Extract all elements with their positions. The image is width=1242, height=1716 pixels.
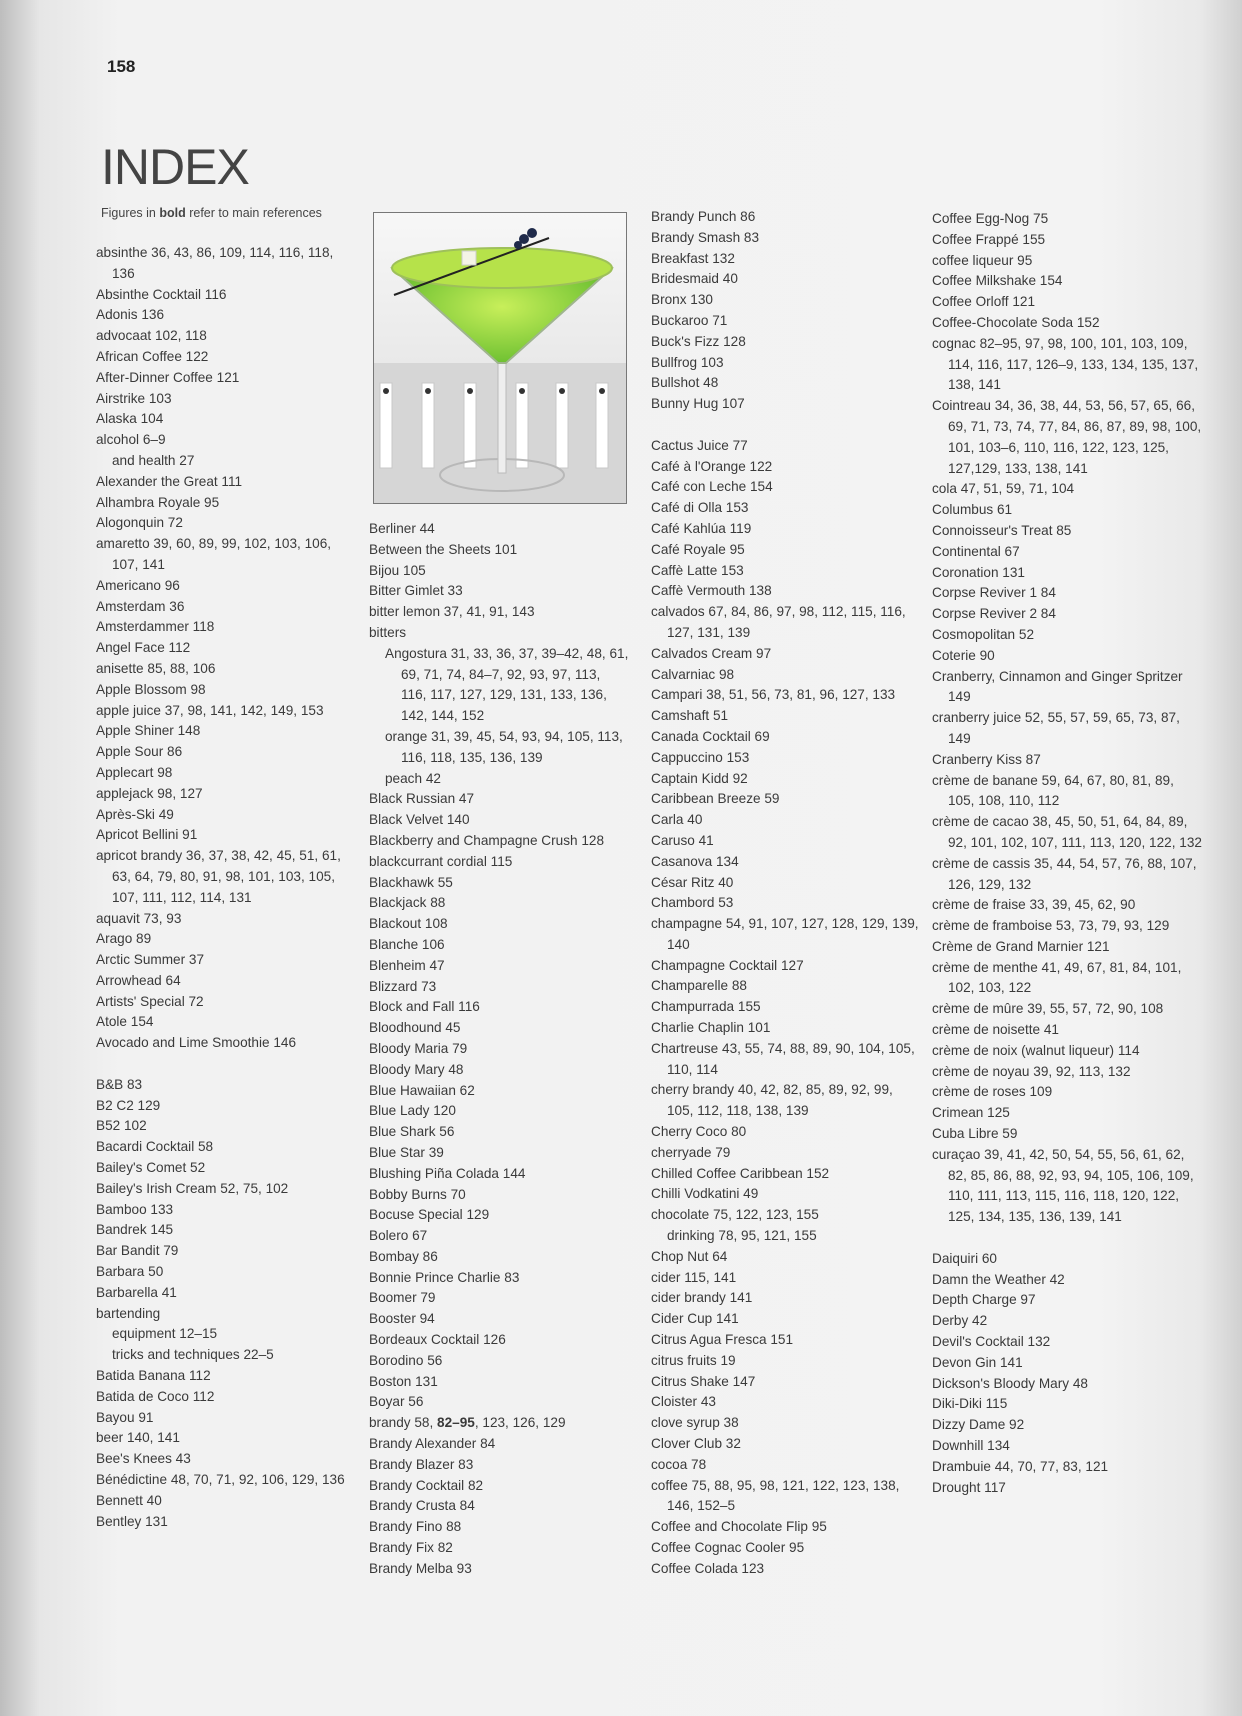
index-entry: beer 140, 141 [96,1430,180,1446]
index-entry: curaçao 39, 41, 42, 50, 54, 55, 56, 61, 62, 82, 85, 86, 88, 92, 93, 94, 105, 106, 109, 110, 111, 113, 115, 116, 118, 120, 122, 125, 134, 135, 136, 139, 141 [932,1146,1194,1225]
index-entry: Bitter Gimlet 33 [369,583,463,599]
index-letter-gap [651,415,921,436]
index-entry: bitter lemon 37, 41, 91, 143 [369,604,535,620]
index-entry: Brandy Punch 86 [651,209,756,224]
index-entry: Dizzy Dame 92 [932,1417,1025,1433]
index-entry: Champurrada 155 [651,999,761,1015]
index-entry: Blue Hawaiian 62 [369,1082,475,1098]
index-entry: African Coffee 122 [96,348,209,364]
index-entry: Brandy Cocktail 82 [369,1477,484,1493]
index-entry: Cranberry, Cinnamon and Ginger Spritzer 149 [932,668,1183,705]
index-entry: Coterie 90 [932,647,995,663]
index-entry: Citrus Shake 147 [651,1373,756,1389]
index-entry: Campari 38, 51, 56, 73, 81, 96, 127, 133 [651,687,896,703]
index-entry: Buckaroo 71 [651,312,728,328]
index-entry: Chilli Vodkatini 49 [651,1186,759,1202]
index-entry: Blue Lady 120 [369,1103,456,1119]
index-entry: Brandy Blazer 83 [369,1456,474,1472]
index-entry: Brandy Crusta 84 [369,1498,475,1514]
index-entry: cocoa 78 [651,1456,707,1472]
index-entry: Blackhawk 55 [369,874,453,890]
index-column-2 [369,519,629,1580]
index-entry: Blizzard 73 [369,978,437,994]
index-entry: Champagne Cocktail 127 [651,957,804,973]
index-entry: Drought 117 [932,1479,1006,1495]
index-entry: Bar Bandit 79 [96,1243,179,1259]
index-entry: citrus fruits 19 [651,1352,736,1368]
index-entry: Artists' Special 72 [96,993,204,1009]
index-entry: Brandy Smash 83 [651,229,760,245]
index-entry: cognac 82–95, 97, 98, 100, 101, 103, 109, 114, 116, 117, 126–9, 133, 134, 135, 137, 138, 141 [932,335,1199,393]
index-subentry: equipment 12–15 [112,1326,218,1342]
index-entry: Coffee Colada 123 [651,1560,765,1576]
index-entry: Cappuccino 153 [651,749,750,765]
index-entry: Cactus Juice 77 [651,437,748,453]
index-entry: Airstrike 103 [96,390,172,406]
index-entry: Boyar 56 [369,1394,424,1410]
index-entry: Calvados Cream 97 [651,645,772,661]
index-entry: crème de menthe 41, 49, 67, 81, 84, 101, 102, 103, 122 [932,959,1182,996]
index-entry: Bordeaux Cocktail 126 [369,1332,506,1348]
intro-bold: bold [159,206,186,220]
index-entry: Bayou 91 [96,1409,154,1425]
index-entry: Bandrek 145 [96,1222,174,1238]
index-entry: Apricot Bellini 91 [96,827,198,843]
index-entry: B&B 83 [96,1076,143,1092]
index-entry: Buck's Fizz 128 [651,333,746,349]
index-entry: crème de cassis 35, 44, 54, 57, 76, 88, 107, 126, 129, 132 [932,855,1197,892]
index-entry: Diki-Diki 115 [932,1396,1008,1412]
index-entry: Cuba Libre 59 [932,1126,1018,1142]
index-entry: Coffee-Chocolate Soda 152 [932,314,1100,330]
index-entry: applejack 98, 127 [96,785,203,801]
index-entry: Amsterdammer 118 [96,619,215,635]
index-title: INDEX [101,139,249,195]
index-entry: Devon Gin 141 [932,1354,1023,1370]
page-number: 158 [107,57,136,76]
index-entry: Coronation 131 [932,564,1025,580]
index-entry: Bunny Hug 107 [651,396,745,412]
index-entry: clove syrup 38 [651,1415,739,1431]
index-entry: Damn the Weather 42 [932,1271,1065,1287]
index-entry: chocolate 75, 122, 123, 155 [651,1207,819,1223]
index-entry: Blue Shark 56 [369,1124,455,1140]
index-entry: Clover Club 32 [651,1436,741,1452]
index-entry: Captain Kidd 92 [651,770,748,786]
index-entry: cherryade 79 [651,1144,731,1160]
index-entry: Brandy Melba 93 [369,1560,472,1576]
index-entry: Bronx 130 [651,292,713,308]
index-entry: Derby 42 [932,1313,988,1329]
index-entry: Blackberry and Champagne Crush 128 [369,832,605,848]
index-entry: Depth Charge 97 [932,1292,1036,1308]
index-entry: Citrus Agua Fresca 151 [651,1332,794,1348]
index-entry: crème de noyau 39, 92, 113, 132 [932,1063,1131,1079]
index-entry: Bullshot 48 [651,375,719,391]
index-entry: Chambord 53 [651,895,734,911]
index-entry: Caruso 41 [651,832,714,848]
index-entry: Continental 67 [932,543,1020,559]
index-entry: Champarelle 88 [651,978,747,994]
index-entry: Bloody Maria 79 [369,1040,468,1056]
index-entry: Coffee and Chocolate Flip 95 [651,1519,827,1535]
index-entry: calvados 67, 84, 86, 97, 98, 112, 115, 116, 127, 131, 139 [651,604,906,640]
index-entry: Calvarniac 98 [651,666,735,682]
index-entry: Blushing Piña Colada 144 [369,1165,526,1181]
index-column-4 [932,209,1202,1498]
index-entry: cranberry juice 52, 55, 57, 59, 65, 73, 87, 149 [932,710,1180,746]
index-entry: Cloister 43 [651,1394,716,1410]
index-entry: Breakfast 132 [651,250,735,266]
index-entry: Blanche 106 [369,936,445,952]
index-entry: Bolero 67 [369,1228,428,1244]
index-entry: Booster 94 [369,1311,435,1327]
index-entry: Bee's Knees 43 [96,1451,191,1467]
index-entry: Cointreau 34, 36, 38, 44, 53, 56, 57, 65, 66, 69, 71, 73, 74, 77, 84, 86, 87, 89, 98, 100, 101, 103–6, 110, 116, 122, 123, 125, 127,129, 133, 138, 141 [932,398,1202,476]
index-entry: Blackjack 88 [369,895,446,911]
index-entry: crème de fraise 33, 39, 45, 62, 90 [932,897,1136,913]
index-entry: crème de framboise 53, 73, 79, 93, 129 [932,918,1170,934]
index-entry [369,1413,629,1434]
index-entry: Cherry Coco 80 [651,1124,747,1140]
index-entry: Alexander the Great 111 [96,473,243,489]
index-entry: Blenheim 47 [369,957,445,973]
index-entry: Caffè Latte 153 [651,562,744,578]
index-entry-main-reference: 82–95 [437,1415,475,1431]
index-entry: Coffee Frappé 155 [932,231,1046,247]
index-entry: Coffee Orloff 121 [932,294,1036,310]
index-entry: apricot brandy 36, 37, 38, 42, 45, 51, 61, 63, 64, 79, 80, 91, 98, 101, 103, 105, 107, 111, 112, 114, 131 [96,848,341,905]
index-entry: Brandy Alexander 84 [369,1436,496,1452]
index-entry: Bombay 86 [369,1248,438,1264]
index-entry: Canada Cocktail 69 [651,728,770,744]
index-entry: Bennett 40 [96,1492,162,1508]
index-entry: Amsterdam 36 [96,598,185,614]
index-entry: Bénédictine 48, 70, 71, 92, 106, 129, 136 [96,1472,345,1488]
index-entry: Café Kahlúa 119 [651,520,752,536]
index-entry: Bacardi Cocktail 58 [96,1139,214,1155]
index-entry: crème de roses 109 [932,1084,1053,1100]
index-entry: crème de mûre 39, 55, 57, 72, 90, 108 [932,1001,1164,1017]
index-entry: Cranberry Kiss 87 [932,751,1041,767]
index-entry: crème de noisette 41 [932,1022,1059,1038]
index-entry: champagne 54, 91, 107, 127, 128, 129, 139, 140 [651,916,919,952]
index-entry: Black Russian 47 [369,791,475,807]
index-entry: B2 C2 129 [96,1097,161,1113]
index-entry: Bailey's Irish Cream 52, 75, 102 [96,1180,289,1196]
index-entry: Applecart 98 [96,764,173,780]
index-entry: Casanova 134 [651,853,739,869]
index-entry: Apple Sour 86 [96,744,183,760]
index-entry: B52 102 [96,1118,147,1134]
index-entry: cider 115, 141 [651,1269,737,1285]
index-entry: Alogonquin 72 [96,515,183,531]
index-entry: Bonnie Prince Charlie 83 [369,1269,520,1285]
index-entry: Barbarella 41 [96,1284,177,1300]
index-entry: César Ritz 40 [651,874,734,890]
index-entry: Charlie Chaplin 101 [651,1020,771,1036]
index-entry: Adonis 136 [96,307,165,323]
index-subentry: drinking 78, 95, 121, 155 [667,1228,817,1244]
index-entry: alcohol 6–9 [96,432,166,448]
index-entry: Bentley 131 [96,1513,168,1529]
index-subentry: tricks and techniques 22–5 [112,1347,274,1363]
index-entry: coffee liqueur 95 [932,252,1033,268]
index-entry: Café à l'Orange 122 [651,458,773,474]
index-entry: Blue Star 39 [369,1144,444,1160]
index-subentry: and health 27 [112,452,195,468]
intro-pre: Figures in [101,206,160,220]
index-entry: After-Dinner Coffee 121 [96,369,240,385]
index-entry: Bridesmaid 40 [651,271,738,287]
index-entry: Crème de Grand Marnier 121 [932,938,1110,954]
index-entry: Chilled Coffee Caribbean 152 [651,1165,830,1181]
index-entry: Corpse Reviver 1 84 [932,585,1056,601]
index-entry: Batida de Coco 112 [96,1388,215,1404]
index-entry: Cosmopolitan 52 [932,626,1035,642]
index-entry: Caribbean Breeze 59 [651,791,780,807]
index-entry: Brandy Fino 88 [369,1519,462,1535]
index-entry: Carla 40 [651,812,703,828]
index-entry-text: brandy 58, [369,1415,438,1431]
index-entry: Coffee Cognac Cooler 95 [651,1540,805,1555]
index-entry-text: , 123, 126, 129 [474,1415,566,1431]
intro-note [101,206,322,220]
index-subentry: Angostura 31, 33, 36, 37, 39–42, 48, 61, 69, 71, 74, 84–7, 92, 93, 97, 113, 116, 117, 127, 129, 131, 133, 136, 142, 144, 152 [385,645,629,724]
index-entry: Après-Ski 49 [96,806,174,822]
index-entry: advocaat 102, 118 [96,328,207,344]
index-entry: Cider Cup 141 [651,1311,739,1327]
index-letter-gap [932,1228,1202,1249]
index-entry: absinthe 36, 43, 86, 109, 114, 116, 118, 136 [96,245,334,281]
index-entry: amaretto 39, 60, 89, 99, 102, 103, 106, 107, 141 [96,536,332,572]
index-entry: Dickson's Bloody Mary 48 [932,1375,1088,1391]
index-entry: Bamboo 133 [96,1201,174,1217]
index-entry: Café di Olla 153 [651,500,749,516]
index-entry: Block and Fall 116 [369,999,480,1015]
index-entry: Borodino 56 [369,1352,443,1368]
index-entry: cola 47, 51, 59, 71, 104 [932,481,1075,497]
index-entry: Absinthe Cocktail 116 [96,286,227,302]
index-entry: Apple Blossom 98 [96,681,206,697]
index-entry: cherry brandy 40, 42, 82, 85, 89, 92, 99, 105, 112, 118, 138, 139 [651,1082,893,1119]
index-entry: crème de banane 59, 64, 67, 80, 81, 89, 105, 108, 110, 112 [932,772,1174,809]
index-entry: Black Velvet 140 [369,812,470,828]
index-entry: Downhill 134 [932,1438,1010,1454]
index-entry: Drambuie 44, 70, 77, 83, 121 [932,1458,1109,1474]
index-entry: Chop Nut 64 [651,1248,728,1264]
index-entry: Bobby Burns 70 [369,1186,466,1202]
index-entry: crème de noix (walnut liqueur) 114 [932,1042,1140,1058]
index-subentry: peach 42 [385,770,441,786]
index-entry: Americano 96 [96,577,180,593]
index-entry: Bocuse Special 129 [369,1207,490,1223]
index-entry: Atole 154 [96,1014,154,1030]
index-entry: Avocado and Lime Smoothie 146 [96,1035,297,1051]
index-entry: aquavit 73, 93 [96,910,182,926]
index-entry: Barbara 50 [96,1264,164,1280]
index-entry: Crimean 125 [932,1105,1010,1121]
index-entry: Bailey's Comet 52 [96,1160,206,1176]
index-entry: Arctic Summer 37 [96,952,205,968]
index-entry: Columbus 61 [932,502,1013,518]
index-entry: Devil's Cocktail 132 [932,1334,1051,1350]
index-entry: Arago 89 [96,931,152,947]
index-entry: Batida Banana 112 [96,1368,211,1384]
index-entry: cider brandy 141 [651,1290,753,1306]
index-entry: Bloody Mary 48 [369,1061,464,1077]
index-entry: Brandy Fix 82 [369,1540,453,1556]
index-entry: Coffee Egg-Nog 75 [932,211,1049,226]
index-entry: Camshaft 51 [651,708,729,724]
index-column-3 [651,207,921,1580]
index-entry: Between the Sheets 101 [369,541,518,557]
index-column-1 [96,243,346,1532]
index-entry: Arrowhead 64 [96,972,181,988]
index-entry: Bloodhound 45 [369,1020,461,1036]
index-entry: Chartreuse 43, 55, 74, 88, 89, 90, 104, 105, 110, 114 [651,1040,915,1077]
index-entry: bitters [369,624,407,640]
index-entry: Berliner 44 [369,521,435,536]
index-entry: Apple Shiner 148 [96,723,201,739]
index-entry: Boomer 79 [369,1290,436,1306]
index-subentry: orange 31, 39, 45, 54, 93, 94, 105, 113, 116, 118, 135, 136, 139 [385,728,623,765]
index-entry: apple juice 37, 98, 141, 142, 149, 153 [96,702,324,718]
index-entry: Blackout 108 [369,916,448,932]
index-entry: anisette 85, 88, 106 [96,660,216,676]
index-entry: Alaska 104 [96,411,164,427]
index-entry: crème de cacao 38, 45, 50, 51, 64, 84, 89, 92, 101, 102, 107, 111, 113, 120, 122, 132 [932,814,1202,850]
index-entry: blackcurrant cordial 115 [369,853,513,869]
index-entry: Boston 131 [369,1373,438,1389]
index-entry: Bijou 105 [369,562,426,578]
index-entry: coffee 75, 88, 95, 98, 121, 122, 123, 138, 146, 152–5 [651,1477,900,1514]
index-entry: Alhambra Royale 95 [96,494,220,510]
index-entry: Bullfrog 103 [651,354,724,370]
index-entry: Café Royale 95 [651,541,745,557]
index-entry: Caffè Vermouth 138 [651,583,772,599]
intro-post: refer to main references [185,206,322,220]
index-entry: Angel Face 112 [96,640,191,656]
index-entry: Coffee Milkshake 154 [932,273,1063,289]
index-entry: Daiquiri 60 [932,1250,997,1266]
index-entry: bartending [96,1305,161,1321]
cocktail-glass-photo [373,212,627,504]
index-entry: Connoisseur's Treat 85 [932,522,1072,538]
index-entry: Café con Leche 154 [651,479,773,495]
index-entry: Corpse Reviver 2 84 [932,606,1056,622]
index-letter-gap [96,1054,346,1075]
